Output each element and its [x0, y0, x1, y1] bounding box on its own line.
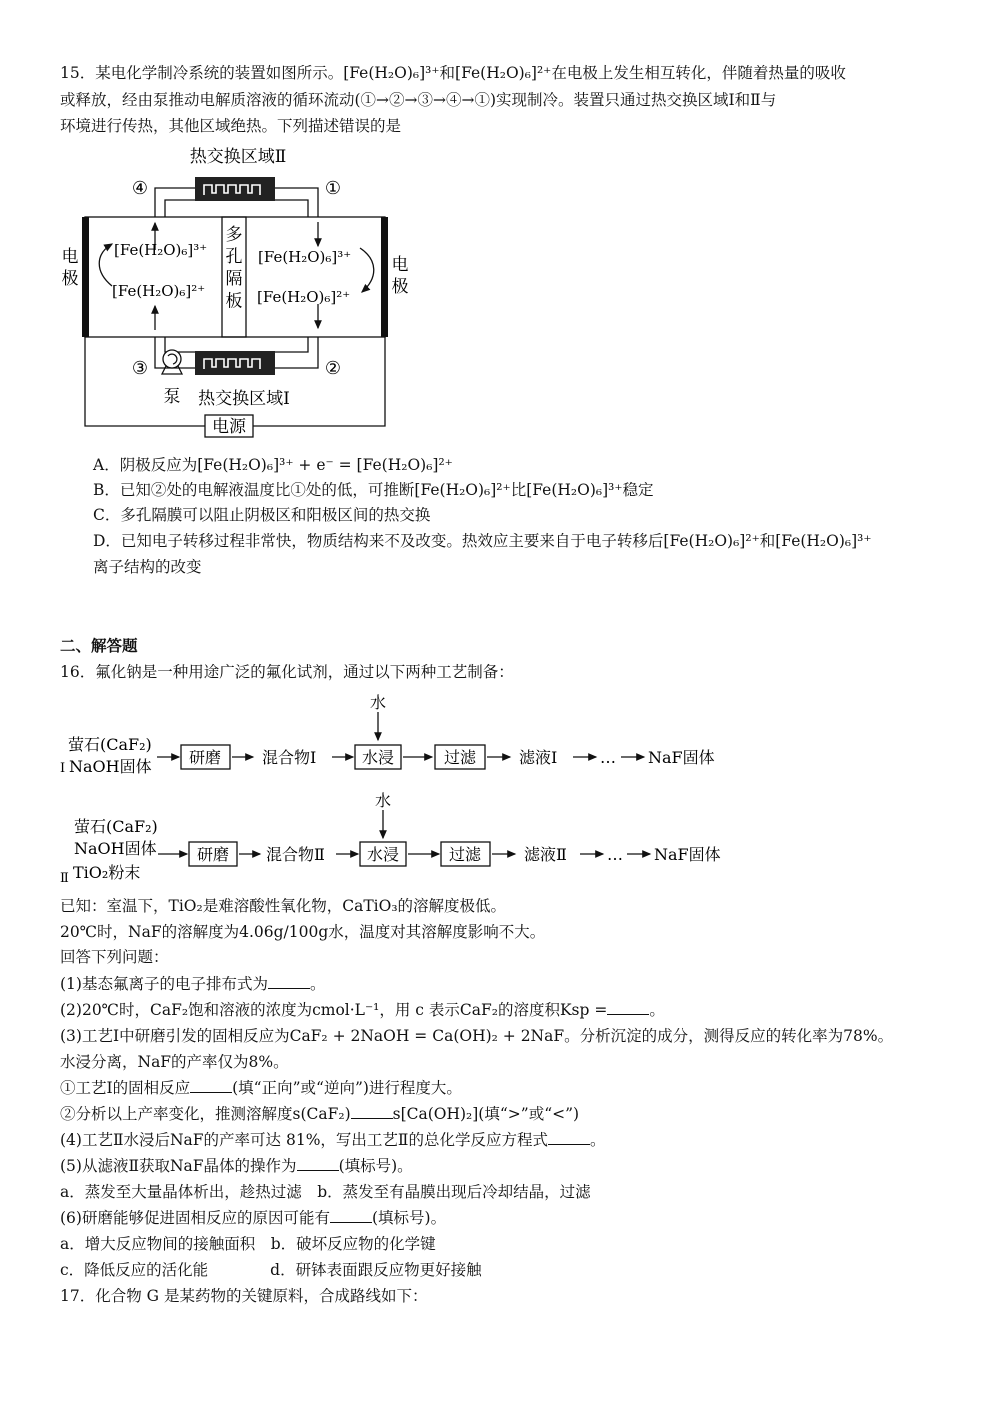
q16-part-5: (5)从滤液Ⅱ获取NaF晶体的操作为 (填标号)。 — [60, 1157, 413, 1175]
flow2-grind: 研磨 — [196, 845, 230, 864]
flow1-product: NaF固体 — [648, 748, 715, 767]
answer-blank[interactable] — [607, 1000, 649, 1015]
q15-option-d-cont: 离子结构的改变 — [93, 558, 202, 576]
heat-exchanger-1-icon — [195, 351, 275, 375]
q16-part-3-cont: 水浸分离，NaF的产率仅为8%。 — [60, 1053, 289, 1071]
right-electrode-label: 电极 — [391, 255, 409, 298]
separator-label: 多孔隔板 — [225, 225, 243, 312]
left-electrode — [82, 217, 89, 337]
right-ion-2plus: [Fe(H₂O)₆]²⁺ — [257, 288, 351, 306]
q15-line-2: 或释放，经由泵推动电解质溶液的循环流动(①→②→③→④→①)实现制冷。装置只通过热交换区域Ⅰ和Ⅱ与 — [60, 91, 777, 109]
point-3-label: ③ — [131, 358, 149, 379]
point-4-label: ④ — [131, 178, 149, 199]
q16-part-5-options: a．蒸发至大量晶体析出，趁热过滤 b．蒸发至有晶膜出现后冷却结晶，过滤 — [60, 1183, 591, 1201]
process-flow-1 — [0, 690, 992, 780]
flow1-input-fluorite: 萤石(CaF₂) — [68, 735, 152, 754]
q16-known-2: 20℃时，NaF的溶解度为4.06g/100g水，温度对其溶解度影响不大。 — [60, 923, 546, 941]
right-electrode — [381, 217, 388, 337]
right-ion-3plus: [Fe(H₂O)₆]³⁺ — [258, 248, 352, 266]
q16-part-6-options-2: c．降低反应的活化能 d．研钵表面跟反应物更好接触 — [60, 1261, 482, 1279]
flow1-mixture: 混合物Ⅰ — [262, 748, 317, 767]
q15-option-d[interactable]: D．已知电子转移过程非常快，物质结构来不及改变。热效应主要来自于电子转移后[Fe(H₂O)₆]²⁺和[Fe(H₂O)₆]³⁺ — [93, 532, 872, 550]
q16-part-3-1: ①工艺Ⅰ的固相反应 (填“正向”或“逆向”)进行程度大。 — [60, 1079, 462, 1097]
q17-intro: 17．化合物 G 是某药物的关键原料，合成路线如下： — [60, 1287, 428, 1305]
answer-blank[interactable] — [548, 1130, 590, 1145]
flow2-input-naoh: NaOH固体 — [74, 839, 157, 858]
q15-option-b[interactable]: B．已知②处的电解液温度比①处的低，可推断[Fe(H₂O)₆]²⁺比[Fe(H₂O)₆]³⁺稳定 — [93, 481, 654, 499]
answer-blank[interactable] — [190, 1078, 232, 1093]
flow1-water: 水 — [369, 693, 387, 712]
power-label: 电源 — [212, 417, 246, 437]
heat-zone-1-label: 热交换区域Ⅰ — [198, 389, 290, 409]
q16-intro: 16．氟化钠是一种用途广泛的氟化试剂，通过以下两种工艺制备： — [60, 663, 514, 681]
flow2-product: NaF固体 — [654, 845, 721, 864]
flow1-ellipsis: … — [600, 748, 616, 767]
q15-option-c[interactable]: C．多孔隔膜可以阻止阴极区和阳极区间的热交换 — [93, 506, 431, 524]
q16-ask: 回答下列问题： — [60, 948, 169, 966]
q15-option-a[interactable]: A．阴极反应为[Fe(H₂O)₆]³⁺ + e⁻ = [Fe(H₂O)₆]²⁺ — [93, 456, 453, 474]
flow2-input-fluorite: 萤石(CaF₂) — [74, 817, 158, 836]
q15-line-1: 15．某电化学制冷系统的装置如图所示。[Fe(H₂O)₆]³⁺和[Fe(H₂O)₆]²⁺在电极上发生相互转化，伴随着热量的吸收 — [60, 64, 846, 82]
q15-line-3: 环境进行传热，其他区域绝热。下列描述错误的是 — [60, 117, 402, 135]
q16-part-6: (6)研磨能够促进固相反应的原因可能有 (填标号)。 — [60, 1209, 447, 1227]
point-2-label: ② — [324, 358, 342, 379]
heat-zone-2-label: 热交换区域Ⅱ — [189, 147, 287, 167]
q16-part-2: (2)20℃时，CaF₂饱和溶液的浓度为cmol·L⁻¹，用 c 表示CaF₂的溶度积Ksp = 。 — [60, 1001, 665, 1019]
flow2-label: Ⅱ — [60, 871, 69, 886]
flow2-filter: 过滤 — [448, 845, 482, 864]
left-ion-2plus: [Fe(H₂O)₆]²⁺ — [112, 282, 206, 300]
flow1-filtrate: 滤液Ⅰ — [519, 748, 558, 767]
flow1-leach: 水浸 — [361, 748, 395, 767]
pump-label: 泵 — [163, 387, 181, 407]
left-ion-3plus: [Fe(H₂O)₆]³⁺ — [114, 241, 208, 259]
q16-part-3-2: ②分析以上产率变化，推测溶解度s(CaF₂) s[Ca(OH)₂](填“>”或“<”) — [60, 1105, 580, 1123]
pump-icon — [162, 350, 182, 374]
left-electrode-label: 电极 — [61, 247, 79, 290]
flow2-water: 水 — [374, 791, 392, 810]
answer-blank[interactable] — [351, 1104, 393, 1119]
flow2-mixture: 混合物Ⅱ — [266, 845, 325, 864]
answer-blank[interactable] — [297, 1156, 339, 1171]
q16-part-6-options-1: a．增大反应物间的接触面积 b．破坏反应物的化学键 — [60, 1235, 436, 1253]
flow1-input-naoh: NaOH固体 — [69, 757, 152, 776]
q16-part-4: (4)工艺Ⅱ水浸后NaF的产率可达 81%，写出工艺Ⅱ的总化学反应方程式 。 — [60, 1131, 606, 1149]
answer-blank[interactable] — [268, 974, 310, 989]
flow1-grind: 研磨 — [188, 748, 222, 767]
flow2-leach: 水浸 — [366, 845, 400, 864]
point-1-label: ① — [324, 178, 342, 199]
electrochemical-cooling-diagram — [0, 140, 992, 440]
heat-exchanger-2-icon — [195, 177, 275, 201]
flow2-filtrate: 滤液Ⅱ — [524, 845, 567, 864]
flow2-ellipsis: … — [607, 845, 623, 864]
answer-blank[interactable] — [330, 1208, 372, 1223]
q16-part-3: (3)工艺Ⅰ中研磨引发的固相反应为CaF₂ + 2NaOH = Ca(OH)₂ + 2NaF。分析沉淀的成分，测得反应的转化率为78%。 — [60, 1027, 894, 1045]
flow1-label: Ⅰ — [60, 761, 66, 776]
process-flow-2 — [0, 788, 992, 888]
flow2-input-tio2: TiO₂粉末 — [73, 863, 141, 882]
q16-known-1: 已知：室温下，TiO₂是难溶酸性氧化物，CaTiO₃的溶解度极低。 — [60, 897, 507, 915]
section-title: 二、解答题 — [60, 636, 138, 655]
flow1-filter: 过滤 — [443, 748, 477, 767]
q16-part-1: (1)基态氟离子的电子排布式为 。 — [60, 975, 326, 993]
